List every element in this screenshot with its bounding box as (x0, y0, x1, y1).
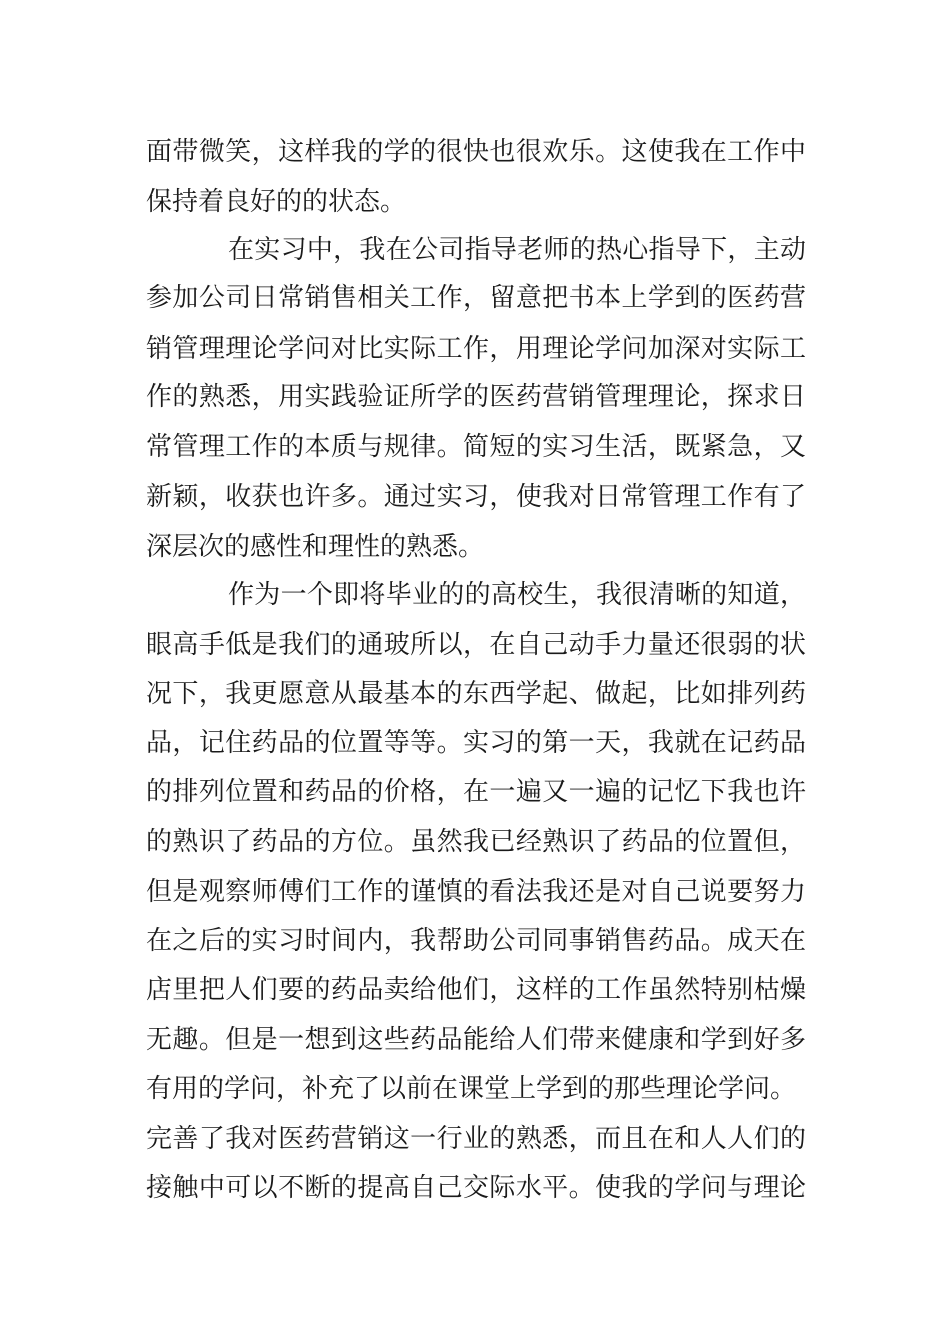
text-line-20: 有用的学问，补充了以前在课堂上学到的那些理论学问。 (146, 1074, 797, 1104)
text-line-12: 况下，我更愿意从最基本的东西学起、做起，比如排列药 (146, 679, 806, 709)
text-line-19: 无趣。但是一想到这些药品能给人们带来健康和学到好多 (146, 1025, 806, 1055)
text-line-4: 参加公司日常销售相关工作，留意把书本上学到的医药营 (146, 283, 806, 313)
text-line-16: 但是观察师傅们工作的谨慎的看法我还是对自己说要努力 (146, 877, 806, 907)
text-line-10: 作为一个即将毕业的的高校生，我很清晰的知道， (228, 580, 806, 610)
text-line-6: 作的熟悉，用实践验证所学的医药营销管理理论，探求日 (146, 382, 806, 412)
text-line-2: 保持着良好的的状态。 (146, 187, 407, 217)
text-line-21: 完善了我对医药营销这一行业的熟悉，而且在和人人们的 (146, 1124, 806, 1154)
text-line-14: 的排列位置和药品的价格，在一遍又一遍的记忆下我也许 (146, 777, 806, 807)
text-line-9: 深层次的感性和理性的熟悉。 (146, 532, 485, 562)
text-line-13: 品，记住药品的位置等等。实习的第一天，我就在记药品 (146, 728, 806, 758)
text-line-8: 新颖，收获也许多。通过实习，使我对日常管理工作有了 (146, 482, 806, 512)
text-line-3: 在实习中，我在公司指导老师的热心指导下，主动 (228, 235, 806, 265)
text-line-5: 销管理理论学问对比实际工作，用理论学问加深对实际工 (146, 334, 806, 364)
text-line-18: 店里把人们要的药品卖给他们，这样的工作虽然特别枯燥 (146, 975, 806, 1005)
text-line-7: 常管理工作的本质与规律。简短的实习生活，既紧急，又 (146, 432, 806, 462)
text-line-22: 接触中可以不断的提高自己交际水平。使我的学问与理论 (146, 1173, 806, 1203)
text-line-11: 眼高手低是我们的通玻所以，在自己动手力量还很弱的状 (146, 630, 806, 660)
text-line-17: 在之后的实习时间内，我帮助公司同事销售药品。成天在 (146, 926, 806, 956)
text-line-1: 面带微笑，这样我的学的很快也很欢乐。这使我在工作中 (146, 137, 806, 167)
text-line-15: 的熟识了药品的方位。虽然我已经熟识了药品的位置但， (146, 827, 806, 857)
